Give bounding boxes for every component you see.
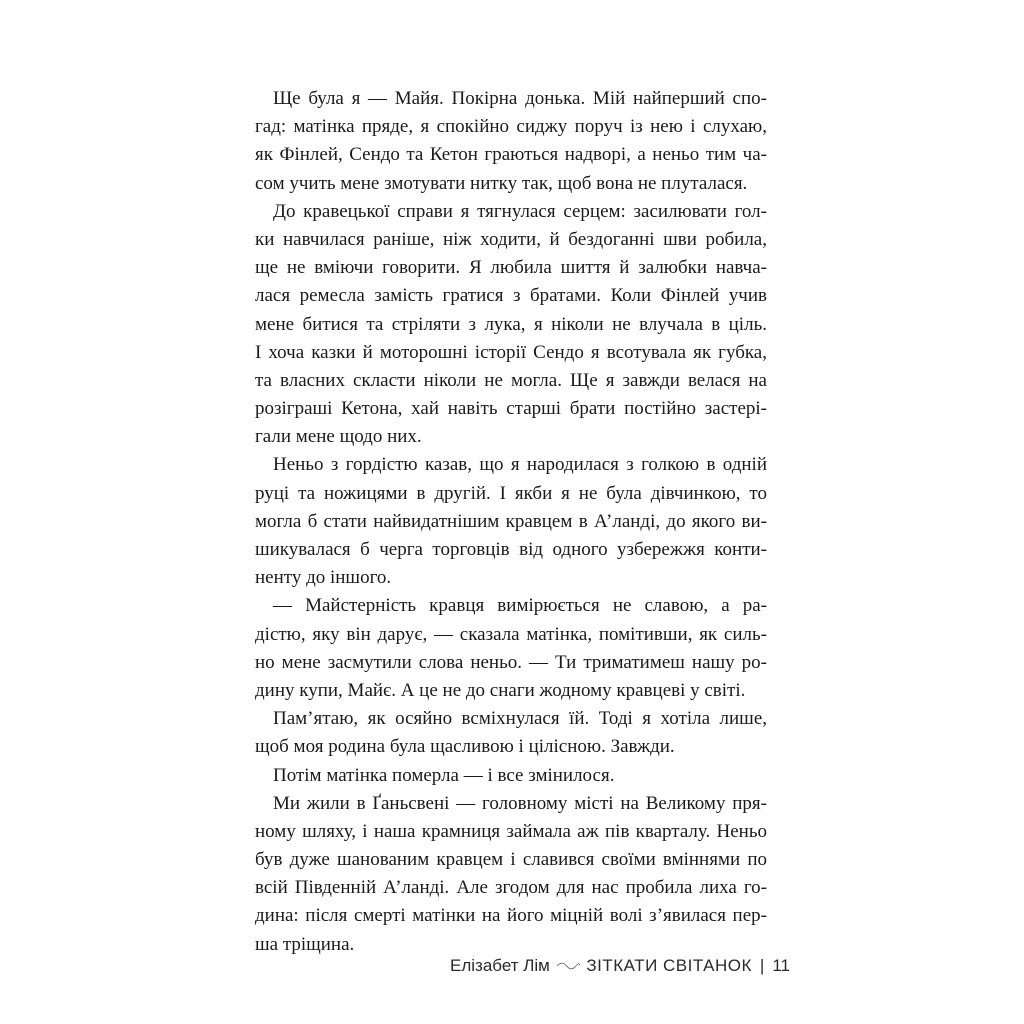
text-line: могла б стати найвидатнішим кравцем в А’ланді, до якого ви- bbox=[255, 510, 767, 532]
text-line: лася ремесла замість гратися з братами. Коли Фінлей учив bbox=[255, 285, 767, 307]
text-line: був дуже шанованим кравцем і славився своїми вміннями по bbox=[255, 849, 767, 871]
running-footer bbox=[450, 951, 790, 981]
text-line: дістю, яку він дарує, — сказала матінка, помітивши, як силь- bbox=[255, 623, 767, 645]
text-line: руці та ножицями в другій. І якби я не була дівчинкою, то bbox=[255, 482, 767, 504]
text-line: Ми жили в Ґаньсвені — головному місті на Великому пря- bbox=[273, 792, 767, 814]
text-line: ще не вміючи говорити. Я любила шиття й залюбки навча- bbox=[255, 257, 767, 279]
text-line: І хоча казки й моторошні історії Сендо я всотувала як губка, bbox=[255, 341, 767, 363]
text-line: Потім матінка померла — і все змінилося. bbox=[273, 764, 615, 786]
text-line: та власних скласти ніколи не могла. Ще я завжди велася на bbox=[255, 369, 767, 391]
text-line: гали мене щодо них. bbox=[255, 426, 422, 448]
footer-author: Елізабет Лім bbox=[450, 956, 550, 975]
text-line: як Фінлей, Сендо та Кетон граються надворі, а неньо тим ча- bbox=[255, 144, 767, 166]
text-line: всій Південній А’ланді. Але згодом для нас пробила лиха го- bbox=[255, 877, 767, 899]
text-line: Пам’ятаю, як осяйно всміхнулася їй. Тоді я хотіла лише, bbox=[273, 708, 767, 730]
text-line: дина: після смерті матінки на його міцній волі з’явилася пер- bbox=[255, 905, 767, 927]
text-line: щоб моя родина була щасливою і цілісною. Завжди. bbox=[255, 736, 675, 758]
text-line: дину купи, Майє. А це не до снаги жодному кравцеві у світі. bbox=[255, 679, 746, 701]
text-line: шикувалася б черга торговців від одного узбережжя конти- bbox=[255, 539, 767, 560]
body-text bbox=[255, 85, 767, 959]
page-number: 11 bbox=[772, 956, 790, 975]
footer-separator: | bbox=[759, 956, 765, 975]
text-line: ненту до іншого. bbox=[255, 567, 392, 589]
swash-ornament-icon bbox=[556, 960, 581, 972]
text-line: Неньо з гордістю казав, що я народилася з голкою в одній bbox=[273, 454, 767, 476]
text-line: ки навчилася раніше, ніж ходити, й бездоганні шви робила, bbox=[255, 228, 767, 250]
text-line: но мене засмутили слова неньо. — Ти триматимеш нашу ро- bbox=[255, 651, 767, 673]
text-line: — Майстерність кравця вимірюється не славою, а ра- bbox=[273, 595, 767, 617]
footer-book-title: ЗІТКАТИ СВІТАНОК bbox=[586, 956, 752, 975]
text-line: ша тріщина. bbox=[255, 933, 355, 955]
text-line: До кравецької справи я тягнулася серцем: засилювати гол- bbox=[273, 200, 767, 222]
text-line: ному шляху, і наша крамниця займала аж пів кварталу. Неньо bbox=[255, 820, 767, 842]
text-line: сом учить мене змотувати нитку так, щоб вона не плуталася. bbox=[255, 172, 748, 194]
text-line: гад: матінка пряде, я спокійно сиджу поруч із нею і слухаю, bbox=[255, 116, 767, 138]
text-line: розіграші Кетона, хай навіть старші брати постійно застері- bbox=[255, 398, 767, 420]
text-line: мене битися та стріляти з лука, я ніколи не влучала в ціль. bbox=[255, 313, 767, 335]
text-line: Ще була я — Майя. Покірна донька. Мій найперший спо- bbox=[273, 88, 767, 109]
